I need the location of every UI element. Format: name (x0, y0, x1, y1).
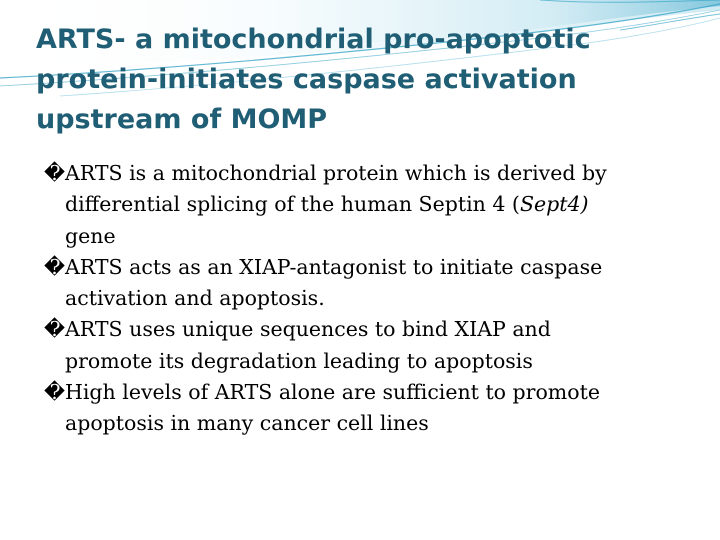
bullet-2-line-1: ARTS acts as an XIAP-antagonist to initiate caspase (65, 254, 603, 279)
bullet-glyph: � (44, 380, 66, 405)
bullet-1-gene-name: Sept4) (519, 192, 589, 217)
bullet-3-line-1: ARTS uses unique sequences to bind XIAP and (65, 317, 551, 342)
bullet-1-line-1: ARTS is a mitochondrial protein which is derived by (65, 161, 607, 185)
bullet-item-2 (44, 252, 684, 315)
bullet-4-line-1: High levels of ARTS alone are sufficient to promote (65, 380, 600, 405)
bullet-1-line-2: differential splicing of the human Septin 4 ( (65, 192, 520, 217)
bullet-item-1 (44, 158, 684, 252)
bullet-1-line-3: gene (65, 223, 116, 248)
bullet-2-line-2: activation and apoptosis. (65, 286, 325, 311)
bullet-glyph: � (44, 161, 66, 185)
bullet-list (44, 158, 684, 440)
slide-title (36, 20, 696, 140)
slide-title-line-2: protein-initiates caspase activation (36, 64, 577, 95)
bullet-glyph: � (44, 317, 66, 342)
bullet-item-4 (44, 377, 684, 440)
slide-title-line-1: ARTS- a mitochondrial pro-apoptotic (36, 24, 591, 55)
bullet-glyph: � (44, 254, 66, 279)
bullet-item-3 (44, 314, 684, 377)
bullet-3-line-2: promote its degradation leading to apoptosis (65, 348, 533, 373)
slide-title-line-3: upstream of MOMP (36, 104, 328, 135)
bullet-4-line-2: apoptosis in many cancer cell lines (65, 411, 429, 436)
